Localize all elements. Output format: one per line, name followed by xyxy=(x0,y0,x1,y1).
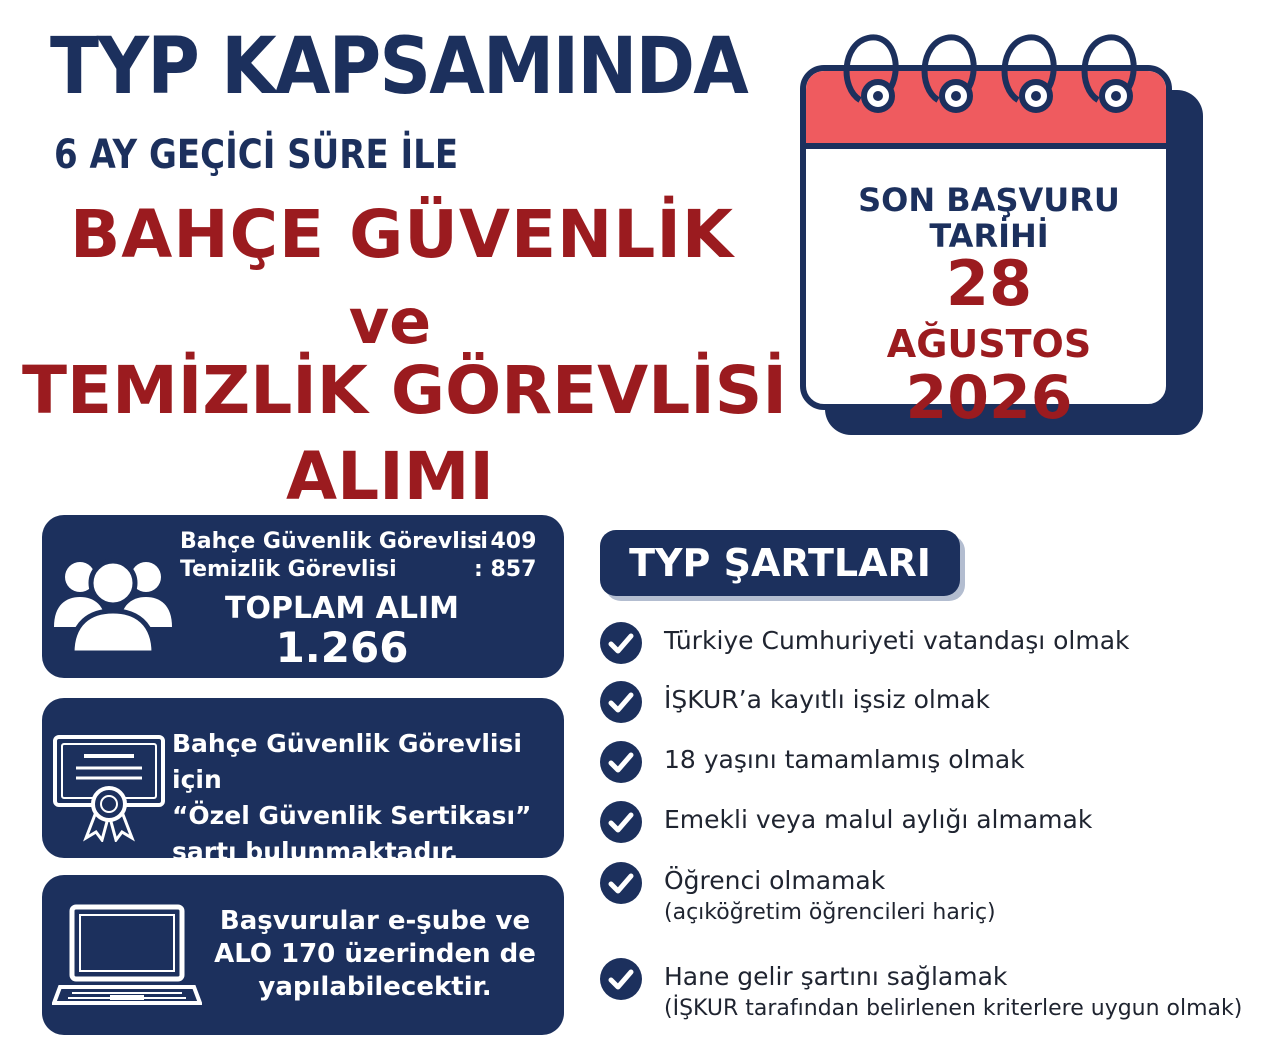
job-title-line-2: TEMİZLİK GÖREVLİSİ xyxy=(22,352,787,429)
deadline-label xyxy=(800,182,1178,254)
calendar-ring-icon xyxy=(996,30,1066,120)
certificate-note-line-1: Bahçe Güvenlik Görevlisi için xyxy=(172,729,522,794)
application-note-line-3: yapılabilecektir. xyxy=(258,972,492,1002)
job-title-line-3: ALIMI xyxy=(286,438,494,515)
calendar-ring-icon xyxy=(838,30,908,120)
deadline-day: 28 xyxy=(945,247,1033,320)
certificate-note-line-3: şartı bulunmaktadır. xyxy=(172,837,459,866)
requirement-text: Türkiye Cumhuriyeti vatandaşı olmak xyxy=(664,626,1130,655)
calendar-ring-icon xyxy=(916,30,986,120)
job-title-line-1: BAHÇE GÜVENLİK xyxy=(70,196,735,273)
check-circle-icon xyxy=(600,862,642,904)
requirement-item xyxy=(600,622,1260,666)
requirements-header xyxy=(600,530,960,596)
deadline-label-line-2: TARİHİ xyxy=(929,217,1049,255)
certificate-note-line-2: “Özel Güvenlik Sertikası” xyxy=(172,801,532,830)
requirement-subtext: (açıköğretim öğrencileri hariç) xyxy=(664,900,996,925)
deadline-year: 2026 xyxy=(905,363,1073,433)
position-label: Temizlik Görevlisi xyxy=(180,557,397,582)
requirement-item xyxy=(600,741,1260,785)
check-circle-icon xyxy=(600,681,642,723)
position-count: : 409 xyxy=(474,529,537,554)
application-note-line-1: Başvurular e-şube ve xyxy=(219,906,531,936)
check-circle-icon xyxy=(600,958,642,1000)
check-circle-icon xyxy=(600,741,642,783)
total-value: 1.266 xyxy=(275,623,409,672)
job-title-connector: ve xyxy=(348,285,432,358)
position-label: Bahçe Güvenlik Görevlisi xyxy=(180,529,488,554)
application-note-line-2: ALO 170 üzerinden de xyxy=(214,939,536,969)
requirement-text: Hane gelir şartını sağlamak xyxy=(664,962,1008,991)
calendar-ring-icon xyxy=(1076,30,1146,120)
requirement-item xyxy=(600,681,1260,725)
requirement-item xyxy=(600,862,1260,938)
requirement-subtext: (İŞKUR tarafından belirlenen kriterlere uygun olmak) xyxy=(664,996,1243,1021)
requirement-text: 18 yaşını tamamlamış olmak xyxy=(664,745,1025,774)
requirement-text: İŞKUR’a kayıtlı işsiz olmak xyxy=(664,685,990,714)
people-icon xyxy=(52,545,174,655)
deadline-label-line-1: SON BAŞVURU xyxy=(858,181,1120,219)
requirement-text: Öğrenci olmamak xyxy=(664,866,886,895)
application-card xyxy=(42,875,564,1035)
certificate-note xyxy=(172,726,562,870)
page-title: TYP KAPSAMINDA xyxy=(50,22,747,112)
laptop-icon xyxy=(52,903,202,1011)
position-count: : 857 xyxy=(474,557,537,582)
requirements-title: TYP ŞARTLARI xyxy=(629,541,931,585)
deadline-month: AĞUSTOS xyxy=(886,322,1092,366)
requirement-item xyxy=(600,958,1260,1034)
page-subtitle: 6 AY GEÇİCİ SÜRE İLE xyxy=(54,132,459,178)
certificate-icon xyxy=(52,734,166,842)
deadline-calendar xyxy=(800,30,1205,440)
certificate-card xyxy=(42,698,564,866)
requirement-item xyxy=(600,801,1260,845)
total-label: TOPLAM ALIM xyxy=(225,591,459,626)
check-circle-icon xyxy=(600,622,642,664)
requirement-text: Emekli veya malul aylığı almamak xyxy=(664,805,1093,834)
check-circle-icon xyxy=(600,801,642,843)
positions-card xyxy=(42,515,564,678)
application-note xyxy=(210,905,540,1004)
